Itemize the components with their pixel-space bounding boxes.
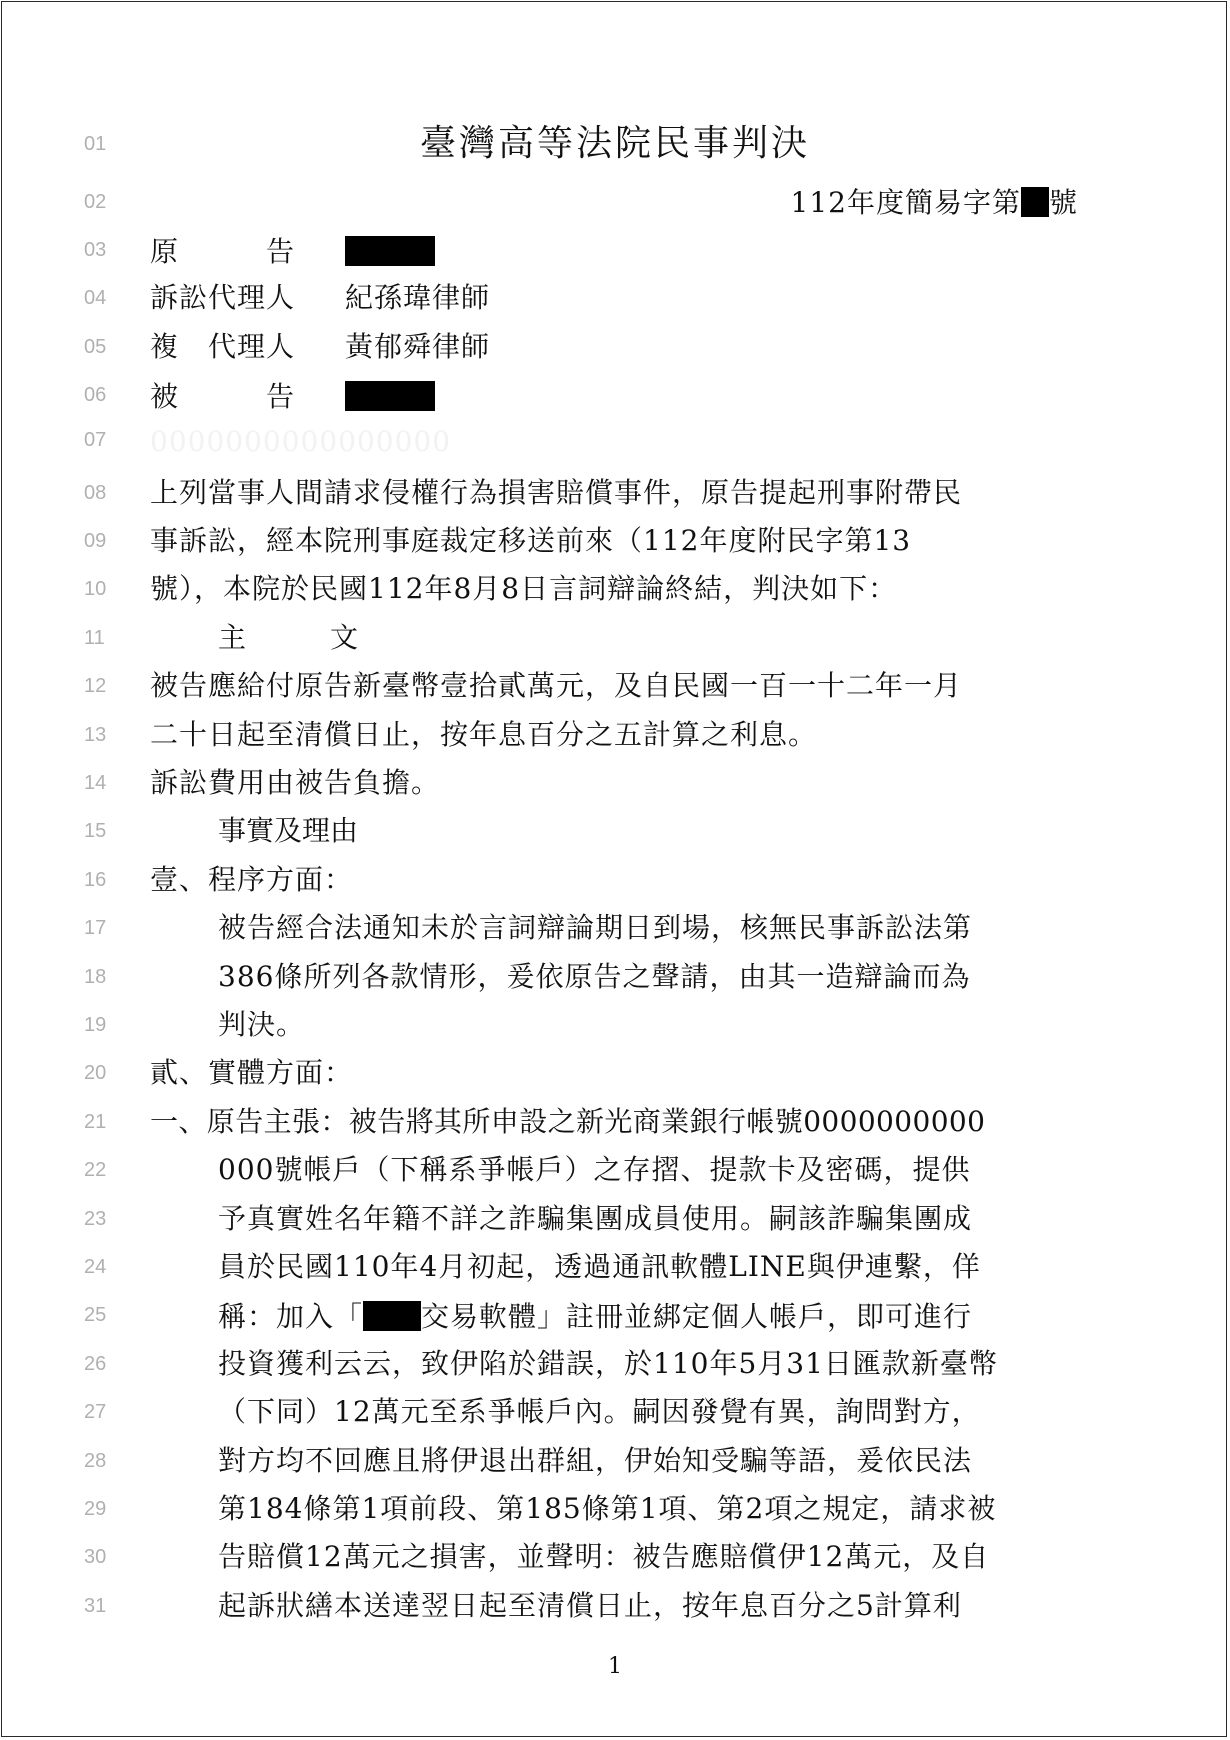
line-number: 31 — [84, 1595, 107, 1617]
attorney-label: 訴訟代理人 — [150, 281, 296, 314]
line-number: 19 — [84, 1014, 107, 1036]
plaintiff-name-redacted — [345, 236, 435, 266]
line-number: 17 — [84, 917, 107, 939]
line-number: 06 — [84, 384, 107, 406]
redaction-block — [363, 1301, 421, 1331]
body-line: 被告應給付原告新臺幣壹拾貳萬元，及自民國一百一十二年一月 — [150, 669, 963, 702]
line-number: 09 — [84, 530, 107, 552]
attorney-line — [150, 281, 491, 314]
section-heading-main: 主 文 — [218, 621, 359, 654]
page-number: 1 — [608, 1654, 622, 1679]
attorney-name: 紀孫瑋律師 — [345, 281, 491, 314]
body-line: 000號帳戶（下稱系爭帳戶）之存摺、提款卡及密碼，提供 — [218, 1153, 971, 1186]
line-number: 23 — [84, 1208, 107, 1230]
line-number: 27 — [84, 1401, 107, 1423]
section-heading-facts: 事實及理由 — [218, 814, 359, 847]
line-number: 10 — [84, 578, 107, 600]
line-number: 15 — [84, 820, 107, 842]
line-number: 13 — [84, 724, 107, 746]
body-line: 壹、程序方面： — [150, 863, 354, 896]
body-line: 予真實姓名年籍不詳之詐騙集團成員使用。嗣該詐騙集團成 — [218, 1202, 973, 1235]
line-number: 25 — [84, 1304, 107, 1326]
line-number: 21 — [84, 1111, 107, 1133]
line-number: 05 — [84, 336, 107, 358]
line-number: 16 — [84, 869, 107, 891]
line-number: 14 — [84, 772, 107, 794]
line-number: 04 — [84, 287, 107, 309]
plaintiff-label: 原 告 — [150, 235, 296, 268]
defendant-name-redacted — [345, 381, 435, 411]
body-line: 對方均不回應且將伊退出群組，伊始知受騙等語，爰依民法 — [218, 1444, 973, 1477]
case-number-suffix: 號 — [1048, 186, 1078, 219]
body-line: （下同）12萬元至系爭帳戶內。嗣因發覺有異，詢問對方， — [218, 1395, 981, 1428]
line-number: 22 — [84, 1159, 107, 1181]
body-line: 告賠償12萬元之損害，並聲明：被告應賠償伊12萬元，及自 — [218, 1540, 990, 1573]
body-line-part: 稱：加入「 — [218, 1300, 364, 1333]
document-title: 臺灣高等法院民事判決 — [419, 123, 810, 164]
case-number — [791, 187, 1078, 217]
sub-agent-label: 複 代理人 — [150, 330, 296, 363]
body-line: 上列當事人間請求侵權行為損害賠償事件，原告提起刑事附帶民 — [150, 476, 963, 509]
line-number: 18 — [84, 966, 107, 988]
body-line: 判決。 — [218, 1008, 306, 1041]
sub-agent-line — [150, 330, 491, 363]
body-line: 貳、實體方面： — [150, 1056, 354, 1089]
line-number: 29 — [84, 1498, 107, 1520]
body-line: 一、原告主張：被告將其所申設之新光商業銀行帳號0000000000 — [150, 1105, 986, 1138]
plaintiff-line — [150, 236, 435, 266]
defendant-label: 被 告 — [150, 380, 296, 413]
body-line — [218, 1301, 972, 1331]
line-number: 11 — [84, 627, 105, 649]
line-number: 02 — [84, 191, 107, 213]
line-number: 03 — [84, 239, 107, 261]
line-number: 30 — [84, 1546, 107, 1568]
line-number: 28 — [84, 1450, 107, 1472]
line-number: 24 — [84, 1256, 107, 1278]
body-line: 號），本院於民國112年8月8日言詞辯論終結，判決如下： — [150, 572, 898, 605]
body-line: 二十日起至清償日止，按年息百分之五計算之利息。 — [150, 718, 818, 751]
line-number: 26 — [84, 1353, 107, 1375]
line-number: 08 — [84, 482, 107, 504]
line-number: 07 — [84, 429, 107, 451]
line-number: 12 — [84, 675, 107, 697]
body-line-part: 交易軟體」註冊並綁定個人帳戶，即可進行 — [421, 1300, 973, 1333]
line-number: 20 — [84, 1062, 107, 1084]
body-line: 員於民國110年4月初起，透過通訊軟體LINE與伊連繫，佯 — [218, 1250, 981, 1283]
redaction-block — [1021, 187, 1049, 217]
body-line: 386條所列各款情形，爰依原告之聲請，由其一造辯論而為 — [218, 960, 971, 993]
line-number: 01 — [84, 133, 107, 155]
case-number-prefix: 112年度簡易字第 — [790, 186, 1021, 219]
body-line: 第184條第1項前段、第185條第1項、第2項之規定，請求被 — [218, 1492, 997, 1525]
body-line: 訴訟費用由被告負擔。 — [150, 766, 441, 799]
placeholder-line: 0000000000000000 — [150, 425, 452, 458]
body-line: 事訴訟，經本院刑事庭裁定移送前來（112年度附民字第13 — [150, 524, 912, 557]
sub-agent-name: 黃郁舜律師 — [345, 330, 491, 363]
body-line: 被告經合法通知未於言詞辯論期日到場，核無民事訴訟法第 — [218, 911, 973, 944]
body-line: 投資獲利云云，致伊陷於錯誤，於110年5月31日匯款新臺幣 — [218, 1347, 998, 1380]
body-line: 起訴狀繕本送達翌日起至清償日止，按年息百分之5計算利 — [218, 1589, 962, 1622]
defendant-line — [150, 381, 435, 411]
